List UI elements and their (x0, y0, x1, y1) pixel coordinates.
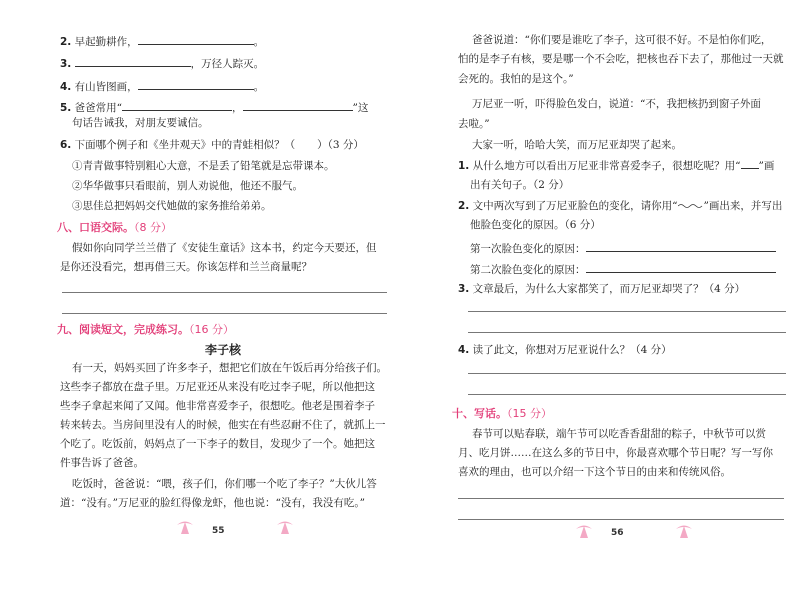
page-number: 55 (212, 526, 225, 536)
answer-line[interactable] (468, 332, 786, 333)
question-6: 6. 下面哪个例子和《坐井观天》中的青蛙相似？（ ）（3 分） (60, 139, 364, 151)
story-title: 李子核 (205, 343, 242, 357)
story-line: 转来转去。当房间里没有人的时候，他实在有些忍耐不住了，就抓上一 (60, 419, 386, 431)
section-10-line: 春节可以贴春联，端午节可以吃香香甜甜的粽子，中秋节可以赏 (472, 428, 766, 440)
section-9-heading: 九、阅读短文，完成练习。（16 分） (57, 323, 234, 336)
wavy-underline-mark (678, 203, 704, 209)
reading-question-2-cont: 他脸色变化的原因。（6 分） (470, 219, 601, 231)
answer-blank[interactable] (586, 240, 776, 252)
answer-line[interactable] (468, 394, 786, 395)
story-line: 大家一听，哈哈大笑，而万尼亚却哭了起来。 (472, 139, 682, 151)
palm-icon (580, 526, 588, 538)
story-line: 这些李子都放在盘子里。万尼亚还从来没有吃过李子呢，所以他把这 (60, 381, 375, 393)
option-1[interactable]: ①青青做事特别粗心大意，不是丢了铅笔就是忘带课本。 (72, 160, 335, 172)
answer-blank[interactable] (243, 99, 353, 111)
story-line: 有一天，妈妈买回了许多李子，想把它们放在午饭后再分给孩子们。 (72, 362, 387, 374)
story-line: 去啦。” (458, 118, 490, 130)
story-line: 些李子拿起来闻了又闻。他非常喜爱李子，很想吃。他老是围着李子 (60, 400, 375, 412)
section-8-line-2: 是你还没看完，想再借三天。你该怎样和兰兰商量呢？ (60, 261, 312, 273)
answer-blank[interactable] (138, 78, 254, 90)
story-line: 吃饭时，爸爸说：“喂，孩子们，你们哪一个吃了李子？”大伙儿答 (72, 478, 377, 490)
question-5: 5. 爸爸常用“ ， ”这 (60, 99, 368, 115)
answer-blank[interactable] (75, 55, 191, 67)
option-2[interactable]: ②华华做事只看眼前，别人劝说他，他还不服气。 (72, 180, 303, 192)
question-5-cont: 句话告诫我，对朋友要诚信。 (72, 117, 209, 129)
section-10-heading: 十、写话。（15 分） (452, 407, 552, 420)
page-footer-decoration (175, 516, 295, 538)
palm-icon (181, 522, 189, 534)
reading-question-1: 1. 从什么地方可以看出万尼亚非常喜爱李子，很想吃呢？用“ ”画 (458, 160, 775, 172)
answer-line[interactable] (468, 311, 786, 312)
story-line: 怕的是李子有核，要是哪一个不会吃，把核也吞下去了，那他过一天就 (458, 53, 784, 65)
story-line: 万尼亚一听，吓得脸色发白，说道：“不，我把核扔到窗子外面 (472, 98, 761, 110)
story-line: 会死的。我怕的是这个。” (458, 73, 574, 85)
option-3[interactable]: ③思佳总把妈妈交代她做的家务推给弟弟。 (72, 200, 272, 212)
reading-question-1-cont: 出有关句子。（2 分） (470, 179, 570, 191)
question-4: 4. 有山皆图画， 。 (60, 78, 264, 94)
answer-line[interactable] (458, 498, 784, 499)
section-10-line: 月、吃月饼……在这么多的节日中，你最喜欢哪个节日呢？写一写你 (458, 447, 773, 459)
story-line: 件事告诉了爸爸。 (60, 457, 144, 469)
reason-1: 第一次脸色变化的原因： (470, 240, 776, 256)
section-8-heading: 八、口语交际。（8 分） (57, 221, 172, 234)
story-line: 个吃了。吃饭前，妈妈点了一下李子的数目，发现少了一个。她把这 (60, 438, 375, 450)
section-10-line: 喜欢的理由，也可以介绍一下这个节日的由来和传统风俗。 (458, 466, 731, 478)
answer-line[interactable] (62, 313, 387, 314)
story-line: 道：“没有。”万尼亚的脸红得像龙虾，他也说：“没有，我没有吃。” (60, 497, 365, 509)
palm-icon (281, 522, 289, 534)
question-2: 2. 早起勤耕作， 。 (60, 33, 264, 49)
page-footer-decoration (574, 520, 694, 542)
answer-blank[interactable] (122, 99, 232, 111)
reason-2: 第二次脸色变化的原因： (470, 261, 776, 277)
story-line: 爸爸说道：“你们要是谁吃了李子，这可很不好。不是怕你们吃， (472, 34, 772, 46)
reading-question-2: 2. 文中两次写到了万尼亚脸色的变化，请你用“ ”画出来，并写出 (458, 200, 783, 212)
palm-icon (680, 526, 688, 538)
answer-line[interactable] (62, 292, 387, 293)
answer-line[interactable] (468, 373, 786, 374)
section-8-line-1: 假如你向同学兰兰借了《安徒生童话》这本书，约定今天要还，但 (72, 242, 377, 254)
reading-question-3: 3. 文章最后，为什么大家都笑了，而万尼亚却哭了？（4 分） (458, 283, 746, 295)
answer-blank[interactable] (586, 261, 776, 273)
answer-blank[interactable] (138, 33, 254, 45)
straight-underline-mark (741, 159, 759, 169)
question-3: 3. ，万径人踪灭。 (60, 55, 264, 71)
page-number: 56 (611, 528, 624, 538)
right-page (400, 0, 800, 589)
reading-question-4: 4. 读了此文，你想对万尼亚说什么？（4 分） (458, 344, 672, 356)
